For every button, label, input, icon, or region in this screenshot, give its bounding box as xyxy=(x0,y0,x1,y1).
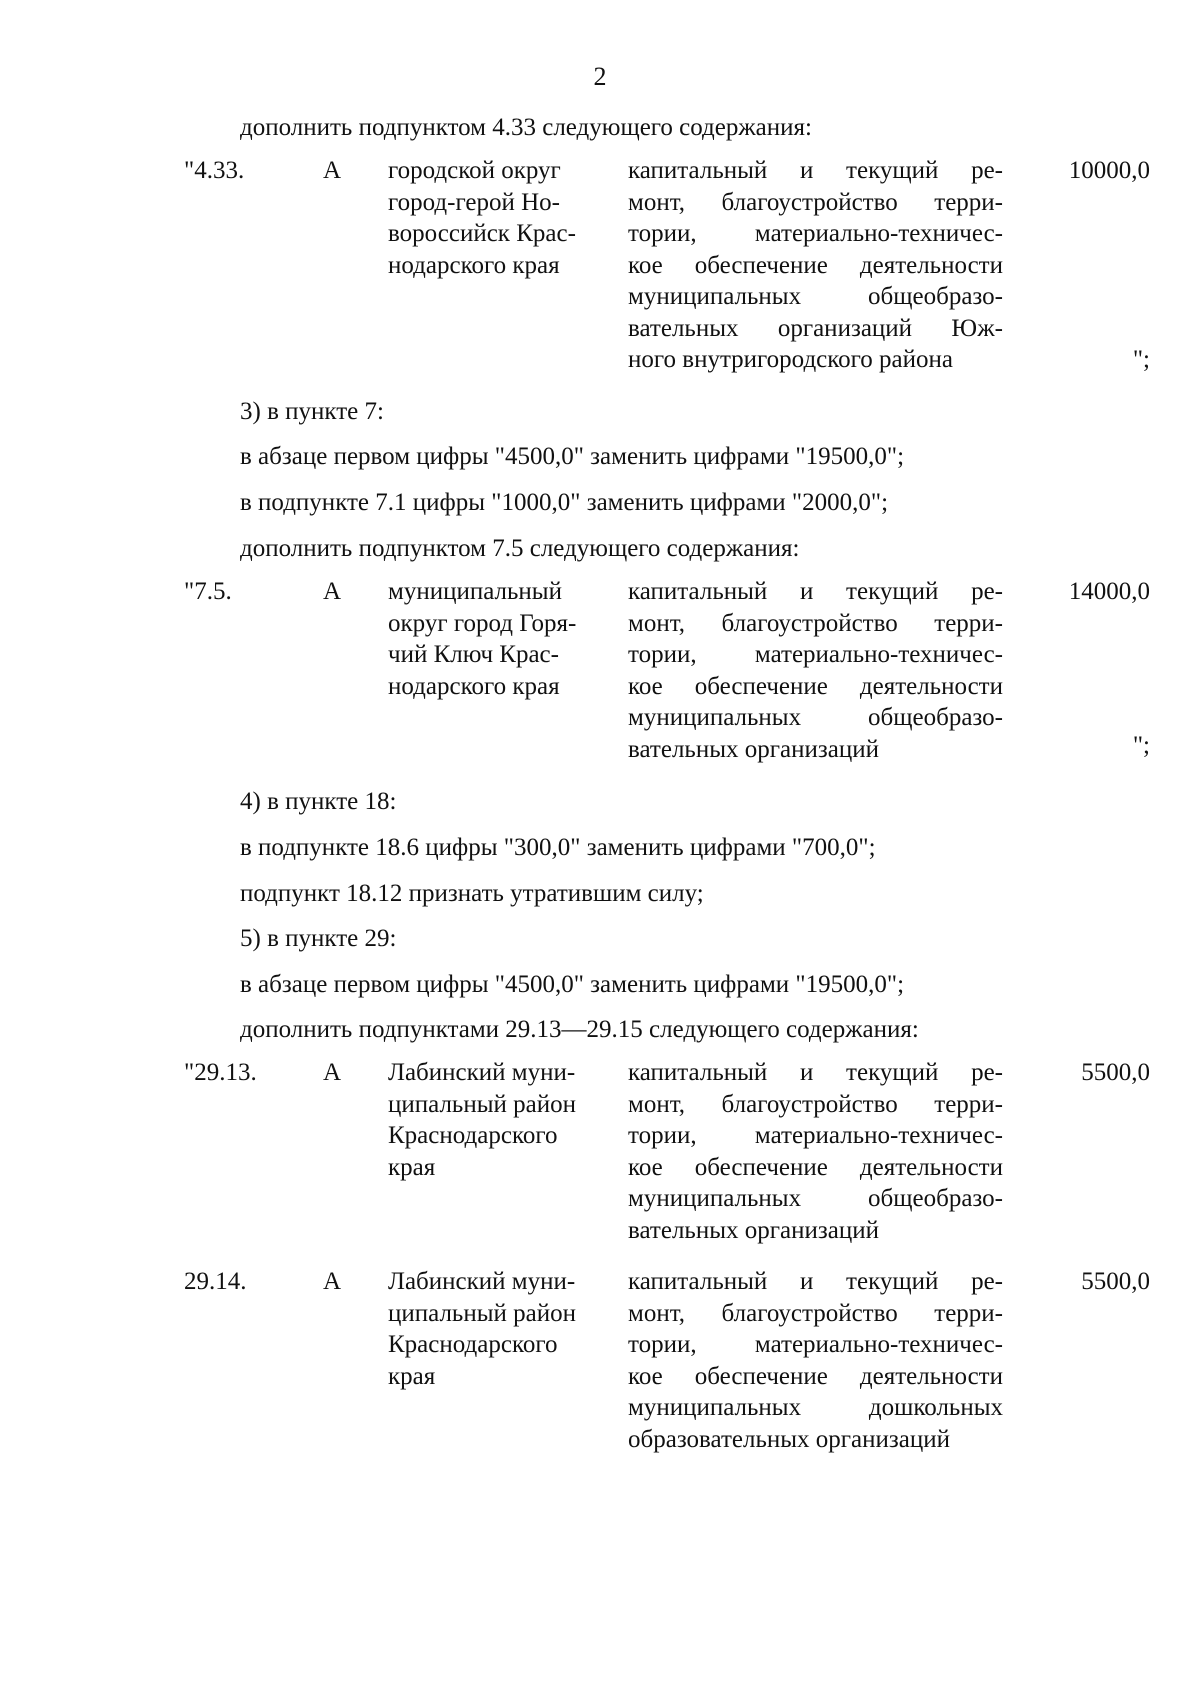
entry-municipality xyxy=(388,1266,603,1392)
entry-category: А xyxy=(323,1059,342,1086)
entry-amount: 10000,0 xyxy=(1068,157,1150,184)
entry-description xyxy=(628,576,1003,765)
municipality-line: Лабинский муни- xyxy=(388,1059,576,1086)
municipality-line: края xyxy=(388,1153,436,1181)
municipality-line: вороссийск Крас- xyxy=(388,220,576,247)
paragraph-replace-7-1: в подпункте 7.1 цифры "1000,0" заменить цифрами "2000,0"; xyxy=(240,489,889,516)
entry-category: А xyxy=(323,157,342,184)
description-line: муниципальных общеобразо- xyxy=(628,704,1003,731)
municipality-line: нодарского края xyxy=(388,672,560,700)
description-line: муниципальных общеобразо- xyxy=(628,283,1003,310)
description-line: монт, благоустройство терри- xyxy=(628,1090,1003,1118)
description-line: вательных организаций Юж- xyxy=(628,314,1003,342)
description-line: капитальный и текущий ре- xyxy=(628,1059,1003,1086)
entry-amount: 5500,0 xyxy=(1081,1268,1150,1295)
page-number: 2 xyxy=(593,62,607,91)
description-line: кое обеспечение деятельности xyxy=(628,251,1003,279)
description-line: монт, благоустройство терри- xyxy=(628,188,1003,216)
description-line: кое обеспечение деятельности xyxy=(628,1153,1003,1181)
paragraph-repeal-18-12: подпункт 18.12 признать утратившим силу; xyxy=(240,880,704,907)
description-line: муниципальных дошкольных xyxy=(628,1394,1003,1421)
description-line: тории, материально-техничес- xyxy=(628,641,1003,668)
description-line: кое обеспечение деятельности xyxy=(628,1362,1003,1390)
paragraph-replace-first: в абзаце первом цифры "4500,0" заменить цифрами "19500,0"; xyxy=(240,443,905,470)
description-line: монт, благоустройство терри- xyxy=(628,609,1003,637)
entry-municipality xyxy=(388,155,603,281)
municipality-line: ципальный район xyxy=(388,1090,576,1118)
paragraph-add-29-13-29-15: дополнить подпунктами 29.13—29.15 следующего содержания: xyxy=(240,1016,919,1043)
description-line: тории, материально-техничес- xyxy=(628,1331,1003,1358)
paragraph-item-3: 3) в пункте 7: xyxy=(240,398,384,425)
paragraph-replace-18-6: в подпункте 18.6 цифры "300,0" заменить цифрами "700,0"; xyxy=(240,834,876,861)
entry-number: "29.13. xyxy=(184,1059,257,1086)
entry-amount: 14000,0 xyxy=(1068,578,1150,605)
description-line: вательных организаций xyxy=(628,735,879,763)
description-line: монт, благоустройство терри- xyxy=(628,1299,1003,1327)
entry-number: 29.14. xyxy=(184,1268,247,1295)
paragraph-add-7-5: дополнить подпунктом 7.5 следующего содержания: xyxy=(240,535,800,562)
entry-closing-quote: "; xyxy=(1132,732,1150,759)
municipality-line: округ город Горя- xyxy=(388,609,577,637)
municipality-line: городской округ xyxy=(388,157,561,184)
municipality-line: Краснодарского xyxy=(388,1122,558,1149)
description-line: капитальный и текущий ре- xyxy=(628,578,1003,605)
entry-description xyxy=(628,1266,1003,1455)
paragraph-add-4-33: дополнить подпунктом 4.33 следующего содержания: xyxy=(240,114,812,141)
description-line: капитальный и текущий ре- xyxy=(628,1268,1003,1295)
description-line: тории, материально-техничес- xyxy=(628,220,1003,247)
municipality-line: Краснодарского xyxy=(388,1331,558,1358)
description-line: ного внутригородского района xyxy=(628,346,953,373)
entry-description xyxy=(628,1057,1003,1246)
description-line: тории, материально-техничес- xyxy=(628,1122,1003,1149)
municipality-line: муниципальный xyxy=(388,578,562,605)
entry-amount: 5500,0 xyxy=(1081,1059,1150,1086)
description-line: образовательных организаций xyxy=(628,1425,951,1453)
entry-closing-quote: "; xyxy=(1132,346,1150,373)
municipality-line: нодарского края xyxy=(388,251,560,279)
municipality-line: края xyxy=(388,1362,436,1390)
municipality-line: чий Ключ Крас- xyxy=(388,641,559,668)
entry-municipality xyxy=(388,576,603,702)
entry-number: "7.5. xyxy=(184,578,232,605)
paragraph-item-4: 4) в пункте 18: xyxy=(240,788,397,815)
entry-category: А xyxy=(323,1268,342,1295)
description-line: капитальный и текущий ре- xyxy=(628,157,1003,184)
description-line: кое обеспечение деятельности xyxy=(628,672,1003,700)
municipality-line: Лабинский муни- xyxy=(388,1268,576,1295)
entry-category: А xyxy=(323,578,342,605)
entry-number: "4.33. xyxy=(184,157,245,184)
entry-description xyxy=(628,155,1003,376)
description-line: вательных организаций xyxy=(628,1216,879,1244)
municipality-line: ципальный район xyxy=(388,1299,576,1327)
entry-municipality xyxy=(388,1057,603,1183)
municipality-line: город-герой Но- xyxy=(388,188,560,216)
paragraph-item-5: 5) в пункте 29: xyxy=(240,925,397,952)
paragraph-replace-first-29: в абзаце первом цифры "4500,0" заменить цифрами "19500,0"; xyxy=(240,971,905,998)
description-line: муниципальных общеобразо- xyxy=(628,1185,1003,1212)
